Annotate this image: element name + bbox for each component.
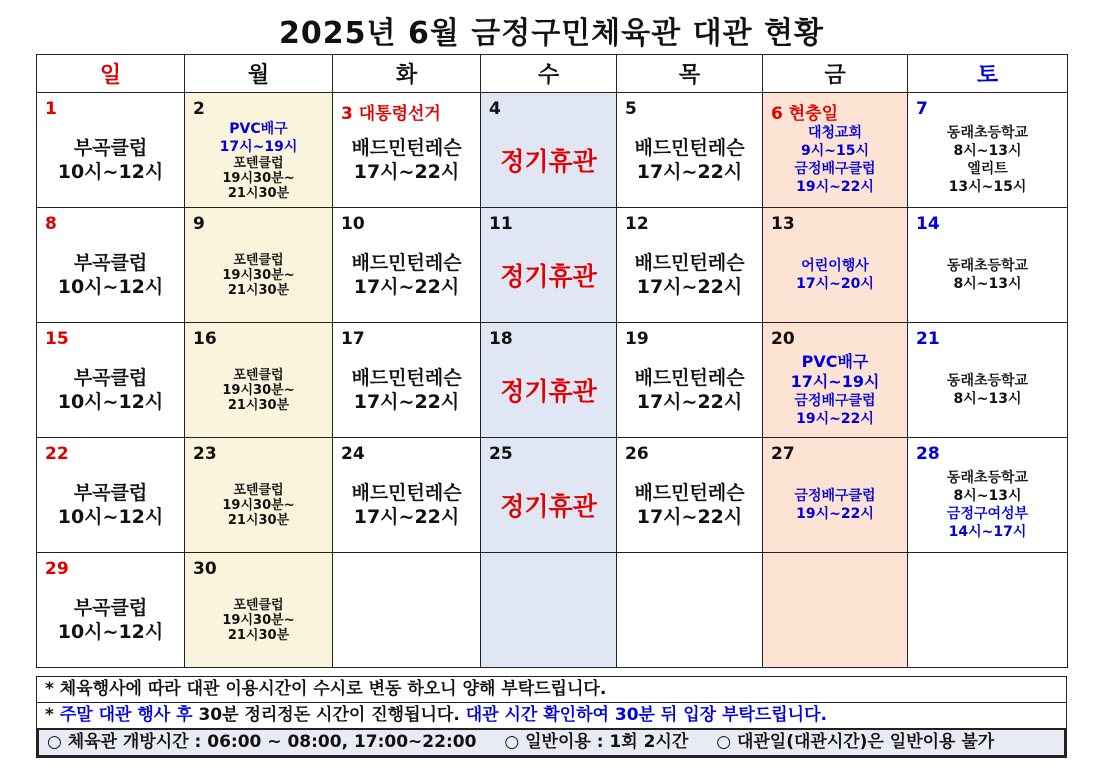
day-cell <box>908 93 1068 208</box>
day-number: 26 <box>625 444 649 464</box>
note-line <box>37 676 1066 702</box>
day-number: 8 <box>45 214 57 234</box>
day-cell <box>481 93 617 208</box>
day-number: 18 <box>489 329 513 349</box>
week-row <box>37 553 1068 668</box>
event-text: 부곡클럽 <box>73 367 148 389</box>
event-text: 포텐클럽 <box>233 597 284 613</box>
day-cell <box>37 323 185 438</box>
day-cell <box>763 323 908 438</box>
day-number: 2 <box>193 99 205 119</box>
day-number: 14 <box>916 214 940 234</box>
day-cell <box>763 438 908 553</box>
event-time: 10시~12시 <box>57 161 164 183</box>
event-time: 9시~15시 <box>800 143 869 159</box>
page-title: 2025년 6월 금정구민체육관 대관 현황 <box>279 16 824 51</box>
note-text: 30분 뒤 입장 부탁드립니다. <box>614 705 827 725</box>
day-number: 13 <box>771 214 795 234</box>
day-cell <box>908 208 1068 323</box>
event-text: 배드민턴레슨 <box>351 482 462 504</box>
note-text: 대관 시간 확인하여 <box>465 705 609 725</box>
event-time: 21시30분 <box>227 512 290 528</box>
event-text: PVC배구 <box>801 352 869 371</box>
day-cell <box>185 323 333 438</box>
day-cell <box>908 438 1068 553</box>
day-number: 17 <box>341 329 365 349</box>
day-number: 25 <box>489 444 513 464</box>
day-cell <box>481 208 617 323</box>
day-number: 29 <box>45 559 69 579</box>
day-cell <box>763 208 908 323</box>
event-time: 21시30분 <box>227 185 290 201</box>
day-number: 9 <box>193 214 205 234</box>
event-time: 19시~22시 <box>796 179 874 195</box>
day-number: 6 현충일 <box>771 104 839 124</box>
event-time: 21시30분 <box>227 627 290 643</box>
event-time: 8시~13시 <box>953 391 1022 407</box>
day-number: 3 대통령선거 <box>341 104 441 124</box>
day-number: 1 <box>45 99 57 119</box>
event-time: 17시~22시 <box>353 161 460 183</box>
event-time: 10시~12시 <box>57 391 164 413</box>
event-time: 17시~19시 <box>790 372 880 391</box>
event-text: 금정배구클럽 <box>794 393 876 409</box>
event-text: 배드민턴레슨 <box>634 367 745 389</box>
weekday-header-row <box>37 55 1068 93</box>
day-cell <box>37 553 185 668</box>
day-cell <box>617 438 763 553</box>
event-text: 부곡클럽 <box>73 597 148 619</box>
event-text: 동래초등학교 <box>946 125 1029 141</box>
note-text: * 체육행사에 따라 대관 이용시간이 수시로 변동 하오니 양해 부탁드립니다. <box>45 679 607 699</box>
day-cell <box>617 553 763 668</box>
event-time: 19시30분~ <box>222 612 295 628</box>
event-time: 21시30분 <box>227 397 290 413</box>
day-number: 12 <box>625 214 649 234</box>
note-text: 30분 정리정돈 시간이 진행됩니다. <box>198 705 460 725</box>
event-time: 17시~20시 <box>796 276 874 292</box>
event-time: 17시~22시 <box>353 506 460 528</box>
event-text: 동래초등학교 <box>946 373 1029 389</box>
day-cell <box>617 93 763 208</box>
day-cell <box>333 323 481 438</box>
day-number: 16 <box>193 329 217 349</box>
note-line <box>37 702 1066 728</box>
notes-section <box>36 676 1067 758</box>
event-time: 21시30분 <box>227 282 290 298</box>
event-text: 대청교회 <box>807 125 863 141</box>
day-number: 27 <box>771 444 795 464</box>
note-text: 주말 대관 행사 후 <box>59 705 193 725</box>
day-cell <box>37 438 185 553</box>
day-cell <box>908 553 1068 668</box>
day-cell <box>908 323 1068 438</box>
day-number: 20 <box>771 329 795 349</box>
event-text: 배드민턴레슨 <box>634 252 745 274</box>
event-time: 17시~22시 <box>636 506 743 528</box>
day-cell <box>481 438 617 553</box>
day-cell <box>617 208 763 323</box>
day-cell <box>763 553 908 668</box>
day-cell <box>481 553 617 668</box>
week-row <box>37 208 1068 323</box>
day-number: 23 <box>193 444 217 464</box>
event-text: 배드민턴레슨 <box>351 137 462 159</box>
event-text: 포텐클럽 <box>233 367 284 383</box>
note-text: ○ 대관일(대관시간)은 일반이용 불가 <box>716 732 995 752</box>
day-cell <box>333 553 481 668</box>
event-text: 포텐클럽 <box>233 252 284 268</box>
event-text: 엘리트 <box>967 161 1008 177</box>
weekday-sun: 일 <box>37 55 185 93</box>
day-number: 4 <box>489 99 501 119</box>
event-text: 금정배구클럽 <box>794 488 876 504</box>
day-number: 24 <box>341 444 365 464</box>
day-cell <box>37 208 185 323</box>
weekday-thu: 목 <box>617 55 763 93</box>
day-cell <box>37 93 185 208</box>
closed-label: 정기휴관 <box>500 377 597 406</box>
event-text: 배드민턴레슨 <box>351 252 462 274</box>
event-time: 14시~17시 <box>948 524 1027 540</box>
event-time: 8시~13시 <box>953 143 1022 159</box>
note-star: * <box>45 705 54 725</box>
day-number: 15 <box>45 329 69 349</box>
day-number: 28 <box>916 444 940 464</box>
event-time: 17시~19시 <box>219 138 298 155</box>
day-cell <box>333 93 481 208</box>
event-text: PVC배구 <box>229 120 288 137</box>
event-time: 17시~22시 <box>636 161 743 183</box>
event-time: 17시~22시 <box>636 391 743 413</box>
event-text: 부곡클럽 <box>73 252 148 274</box>
day-cell <box>617 323 763 438</box>
day-cell <box>763 93 908 208</box>
week-row <box>37 93 1068 208</box>
day-number: 10 <box>341 214 365 234</box>
day-cell <box>333 438 481 553</box>
day-number: 11 <box>489 214 513 234</box>
event-time: 8시~13시 <box>953 488 1022 504</box>
event-time: 17시~22시 <box>353 391 460 413</box>
event-time: 10시~12시 <box>57 621 164 643</box>
event-text: 금정구여성부 <box>946 506 1029 522</box>
day-cell <box>185 93 333 208</box>
event-text: 포텐클럽 <box>233 155 284 171</box>
weekday-fri: 금 <box>763 55 908 93</box>
event-time: 19시30분~ <box>222 382 295 398</box>
day-cell <box>481 323 617 438</box>
event-time: 10시~12시 <box>57 506 164 528</box>
event-time: 19시30분~ <box>222 497 295 513</box>
event-time: 13시~15시 <box>948 179 1027 195</box>
weekday-tue: 화 <box>333 55 481 93</box>
event-text: 동래초등학교 <box>946 470 1029 486</box>
event-time: 19시~22시 <box>796 506 874 522</box>
event-time: 10시~12시 <box>57 276 164 298</box>
day-cell <box>185 438 333 553</box>
note-line <box>37 728 1066 757</box>
week-row <box>37 438 1068 553</box>
day-number: 30 <box>193 559 217 579</box>
weekday-sat: 토 <box>908 55 1068 93</box>
event-text: 배드민턴레슨 <box>634 482 745 504</box>
event-text: 어린이행사 <box>801 258 869 274</box>
event-text: 배드민턴레슨 <box>351 367 462 389</box>
event-time: 17시~22시 <box>353 276 460 298</box>
weekday-wed: 수 <box>481 55 617 93</box>
weekday-mon: 월 <box>185 55 333 93</box>
calendar-table <box>36 54 1068 668</box>
event-text: 포텐클럽 <box>233 482 284 498</box>
day-cell <box>333 208 481 323</box>
day-cell <box>185 553 333 668</box>
day-number: 7 <box>916 99 928 119</box>
event-text: 금정배구클럽 <box>794 161 876 177</box>
closed-label: 정기휴관 <box>500 147 597 176</box>
week-row <box>37 323 1068 438</box>
event-time: 19시30분~ <box>222 170 295 186</box>
day-number: 22 <box>45 444 69 464</box>
closed-label: 정기휴관 <box>500 492 597 521</box>
event-time: 8시~13시 <box>953 276 1022 292</box>
day-number: 5 <box>625 99 637 119</box>
event-text: 동래초등학교 <box>946 258 1029 274</box>
event-text: 배드민턴레슨 <box>634 137 745 159</box>
day-number: 21 <box>916 329 940 349</box>
note-text: ○ 체육관 개방시간 : 06:00 ~ 08:00, 17:00~22:00 <box>47 732 477 752</box>
note-text: ○ 일반이용 : 1회 2시간 <box>504 732 689 752</box>
event-text: 부곡클럽 <box>73 137 148 159</box>
event-time: 19시~22시 <box>796 411 874 427</box>
event-text: 부곡클럽 <box>73 482 148 504</box>
closed-label: 정기휴관 <box>500 262 597 291</box>
event-time: 17시~22시 <box>636 276 743 298</box>
event-time: 19시30분~ <box>222 267 295 283</box>
day-cell <box>185 208 333 323</box>
day-number: 19 <box>625 329 649 349</box>
